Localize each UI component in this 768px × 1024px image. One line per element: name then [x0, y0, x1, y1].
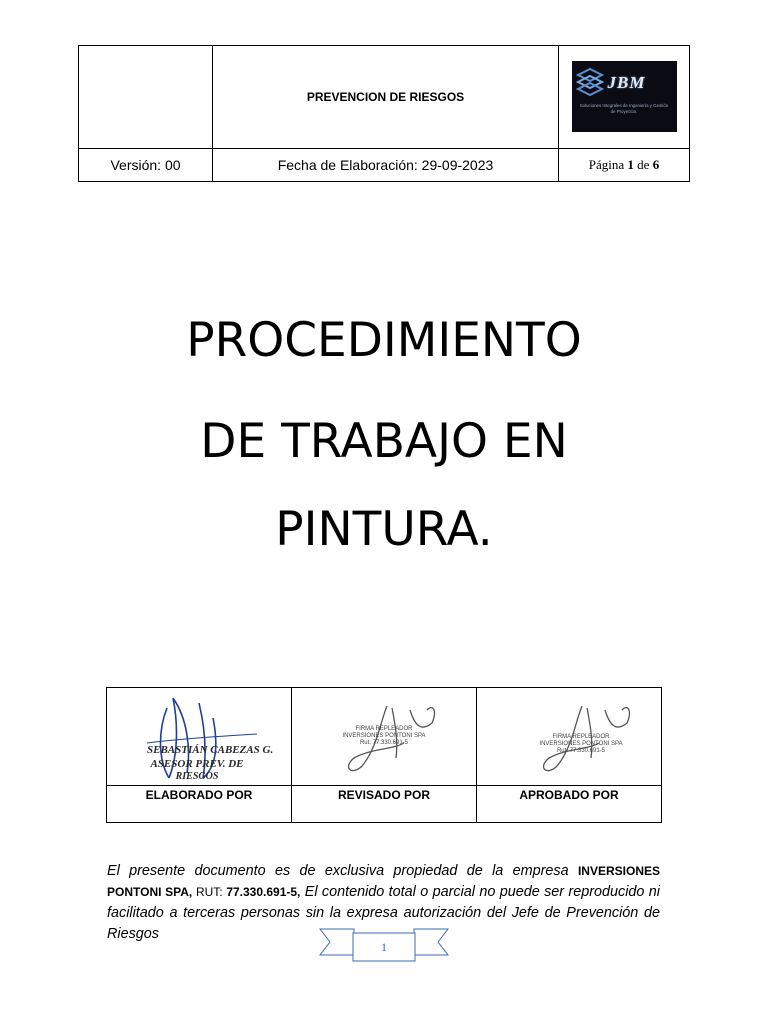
page-total: 6 — [652, 156, 660, 172]
title-line-2: DE TRABAJO EN — [200, 414, 568, 469]
disclaimer-text-2: El contenido total o parcial no puede ser reproducido ni facilitado a terceras personas sin la expresa autorización del Jefe de Prevención de Riesgos — [107, 884, 660, 942]
header-logo-cell — [559, 46, 690, 149]
jbm-cube-logo-icon — [572, 61, 612, 101]
rut-label: RUT: — [192, 885, 227, 899]
logo-brand: JBM — [607, 73, 646, 93]
title-line-1: PROCEDIMIENTO — [186, 313, 582, 368]
label-elaborado: ELABORADO POR — [107, 786, 292, 823]
signature-elaborado-cell — [107, 688, 292, 786]
rut-value: 77.330.691-5, — [226, 885, 301, 899]
header-title: PREVENCION DE RIESGOS — [213, 46, 559, 149]
signer-role-2: RIESGOS — [175, 771, 219, 782]
page-label: Página — [588, 156, 625, 172]
stamp-line-2: INVERSIONES PONTONI SPA — [539, 741, 623, 747]
signer-name: SEBASTIÁN CABEZAS G. — [147, 744, 274, 756]
title-line-3: PINTURA. — [275, 502, 493, 557]
version-cell: Versión: 00 — [79, 148, 213, 181]
page-number: 1 — [381, 940, 387, 954]
disclaimer-text-1: El presente documento es de exclusiva propiedad de la empresa — [107, 863, 578, 879]
label-revisado: REVISADO POR — [292, 786, 477, 823]
document-header — [78, 45, 690, 182]
stamp-line-3: Rut: 77.330.691-5 — [556, 748, 606, 754]
logo-tagline: Soluciones Integrales de Ingeniería y Gestión de Proyectos. — [579, 103, 669, 115]
stamp-line-2: INVERSIONES PONTONI SPA — [342, 733, 426, 739]
signature-table — [106, 687, 662, 823]
date-cell: Fecha de Elaboración: 29-09-2023 — [213, 148, 559, 181]
stamp-line-1: FIRMA REPLEADOR — [552, 734, 610, 740]
page-count-cell — [559, 148, 690, 181]
page-current: 1 — [627, 156, 634, 172]
label-aprobado: APROBADO POR — [477, 786, 662, 823]
stamp-line-3: Rut: 77.330.691-5 — [359, 740, 409, 746]
signature-revisado-cell — [292, 688, 477, 786]
page-of: de — [637, 156, 650, 172]
signer-role: ASESOR PREV. DE — [150, 758, 244, 770]
company-name: INVERSIONES PONTONI SPA, — [107, 864, 660, 899]
company-logo — [572, 61, 677, 132]
header-blank-cell — [79, 46, 213, 149]
stamp-line-1: FIRMA REPLEADOR — [355, 726, 413, 732]
signature-aprobado-cell — [477, 688, 662, 786]
